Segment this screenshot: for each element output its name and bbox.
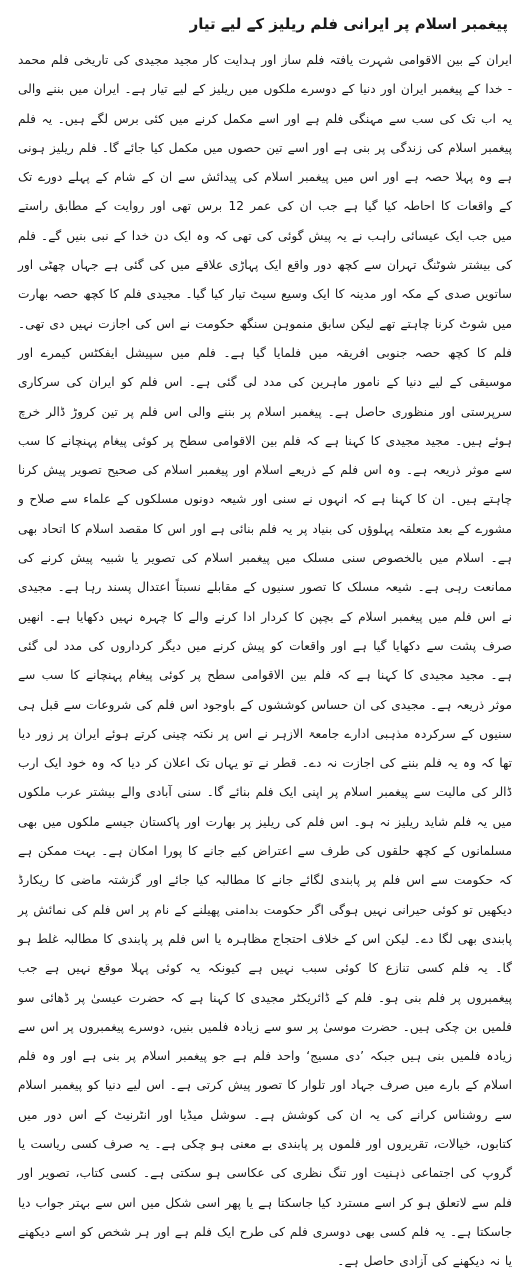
article-body: ایران کے بین الاقوامی شہرت یافتہ فلم ساز اور ہدایت کار مجید مجیدی کی تاریخی فلم محمد - خدا کے پیغمبر ایران اور دنیا کے دوسرے ملکوں میں ریلیز کے لیے تیار ہے۔ ایران میں بننے والی یہ اب تک کی سب سے مہنگی فلم ہے اور اسے مکمل کرنے میں کئی برس لگے ہیں۔ یہ فلم پیغمبر اسلام کی زندگی پر بنی ہے اور اسے تین حصوں میں مکمل کیا جائے گا۔ فلم ریلیز ہونی ہے وہ پہلا حصہ ہے اور اس میں پیغمبر اسلام کی پیدائش سے ان کے شام کے پہلے دورے تک کے واقعات کا احاطہ کیا گیا ہے جب ان کی عمر 12 برس تھی اور روایت کے مطابق راستے میں جب ایک عیسائی راہب نے یہ پیش گوئی کی تھی کہ وہ ایک دن خدا کے نبی بنیں گے۔ فلم کی بیشتر شوٹنگ تہران سے کچھ دور واقع ایک پہاڑی علاقے میں کی گئی ہے جہاں چھٹی اور ساتویں صدی کے مکہ اور مدینہ کا ایک وسیع سیٹ تیار کیا گیا۔ مجیدی فلم کا کچھ حصہ بھارت میں شوٹ کرنا چاہتے تھے لیکن سابق منموہن سنگھ حکومت نے اس کی اجازت نہیں دی تھی۔ فلم کا کچھ حصہ جنوبی افریقہ میں فلمایا گیا ہے۔ فلم میں سپیشل ایفکٹس کیمرے اور موسیقی کے لیے دنیا کے نامور ماہرین کی مدد لی گئی ہے۔ اس فلم کو ایران کی سرکاری سرپرستی اور منظوری حاصل ہے۔ پیغمبر اسلام پر بننے والی اس فلم پر تین کروڑ ڈالر خرچ ہوئے ہیں۔ مجید مجیدی کا کہنا ہے کہ فلم بین الاقوامی سطح پر کوئی پیغام پہنچانے کا سب سے موثر ذریعہ ہے۔ وہ اس فلم کے ذریعے اسلام اور پیغمبر اسلام کی صحیح تصویر پیش کرنا چاہتے ہیں۔ ان کا کہنا ہے کہ انہوں نے سنی اور شیعہ دونوں مسلکوں کے علماء سے صلاح و مشورے کے بعد متعلقہ پہلوؤں کی بنیاد پر یہ فلم بنائی ہے اور اس کا مقصد اسلام کا اتحاد بھی ہے۔ اسلام میں بالخصوص سنی مسلک میں پیغمبر اسلام کی تصویر یا شبیہ پیش کرنے کی ممانعت رہی ہے۔ شیعہ مسلک کا تصور سنیوں کے مقابلے نسبتاً اعتدال پسند رہا ہے۔ مجیدی نے اس فلم میں پیغمبر اسلام کے بچپن کا کردار ادا کرنے والے کا چہرہ نہیں دکھایا ہے۔ انھیں صرف پشت سے دکھایا گیا ہے اور واقعات کو پیش کرنے میں دیگر کرداروں کی مدد لی گئی ہے۔ مجید مجیدی کا کہنا ہے کہ فلم بین الاقوامی سطح پر کوئی پیغام پہنچانے کا سب سے موثر ذریعہ ہے۔ مجیدی کی ان حساس کوششوں کے باوجود اس فلم کی شروعات سے قبل ہی سنیوں کے سرکردہ مذہبی ادارے جامعۃ الازہر نے اس پر نکتہ چینی کرتے ہوئے ایران پر زور دیا تھا کہ وہ یہ فلم بننے کی اجازت نہ دے۔ قطر نے تو یہاں تک اعلان کر دیا کہ وہ خود ایک ارب ڈالر کی مالیت سے پیغمبر اسلام پر اپنی ایک فلم بنائے گا۔ سنی آبادی والے بیشتر عرب ملکوں میں یہ فلم شاید ریلیز نہ ہو۔ اس فلم کی ریلیز پر بھارت اور پاکستان جیسے ملکوں میں بھی مسلمانوں کے کچھ حلقوں کی طرف سے اعتراض کیے جانے کا پورا امکان ہے۔ بہت ممکن ہے کہ حکومت سے اس فلم پر پابندی لگائے جانے کا مطالبہ کیا جائے اور گزشتہ ماضی کا ریکارڈ دیکھیں تو کوئی حیرانی نہیں ہوگی اگر حکومت بدامنی پھیلنے کے نام پر اس فلم کی نمائش پر پابندی بھی لگا دے۔ لیکن اس کے خلاف احتجاج مظاہرہ یا اس فلم پر پابندی کا مطالبہ غلط ہو گا۔ یہ فلم کسی تنازع کا کوئی سبب نہیں ہے کیونکہ یہ کوئی پہلا موقع نہیں ہے جب پیغمبروں پر فلم بنی ہو۔ فلم کے ڈائریکٹر مجیدی کا کہنا ہے کہ حضرت عیسیٰ پر ڈھائی سو فلمیں بن چکی ہیں۔ حضرت موسیٰ پر سو سے زیادہ فلمیں بنیں، دوسرے پیغمبروں پر اس سے زیادہ فلمیں بنی ہیں جبکہ ’دی مسیج‘ واحد فلم ہے جو پیغمبر اسلام پر بنی ہے اور وہ فلم اسلام کے بارے میں صرف جہاد اور تلوار کا تصور پیش کرتی ہے۔ اس لیے دنیا کو پیغمبر اسلام سے روشناس کرانے کی یہ ان کی کوشش ہے۔ سوشل میڈیا اور انٹرنیٹ کے اس دور میں کتابوں، خیالات، تقریروں اور فلموں پر پابندی بے معنی ہو چکی ہے۔ یہ صرف کسی ریاست یا گروپ کی اجتماعی ذہنیت اور تنگ نظری کی عکاسی ہو سکتی ہے۔ کسی کتاب، تصویر اور فلم سے لاتعلق ہو کر اسے مسترد کیا جاسکتا ہے یا پھر اسی شکل میں اس سے بہتر جواب دیا جاسکتا ہے۔ یہ فلم کسی بھی دوسری فلم کی طرح ایک فلم ہے اور ہر شخص کو اسے دیکھنے یا نہ دیکھنے کی آزادی حاصل ہے۔ [18, 53, 512, 1269]
article-headline: پیغمبر اسلام پر ایرانی فلم ریلیز کے لیے تیار [189, 15, 508, 33]
